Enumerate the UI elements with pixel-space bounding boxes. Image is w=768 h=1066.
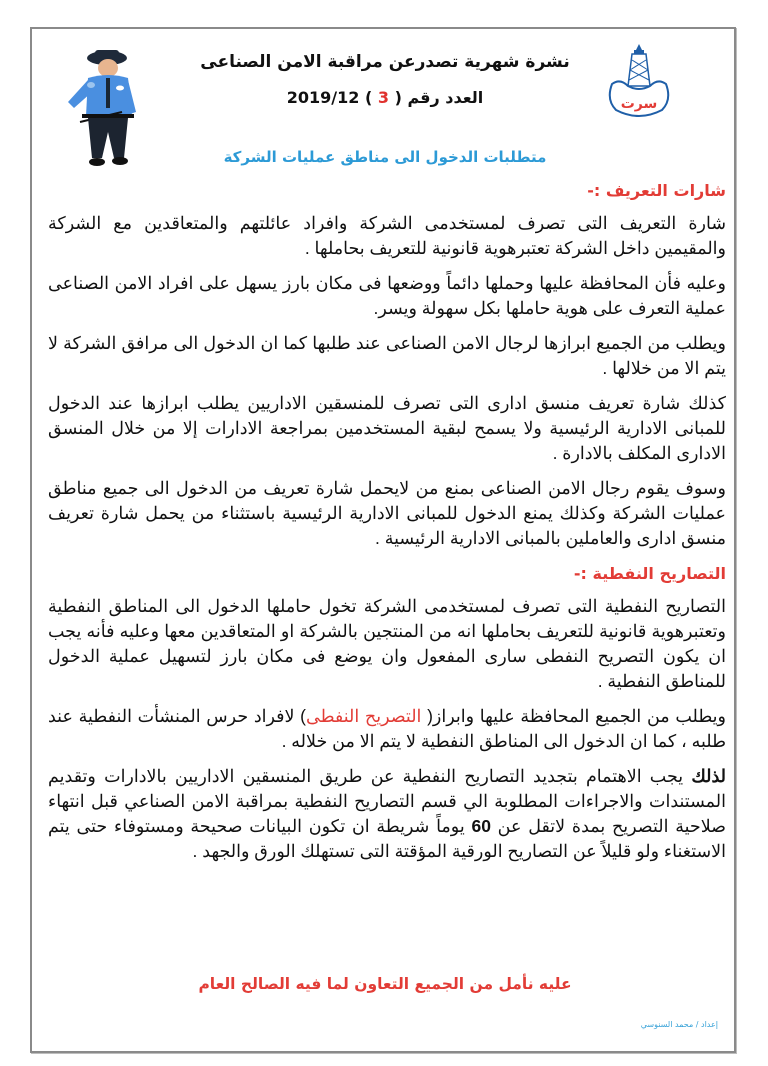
issue-suffix: ) 2019/12: [286, 88, 373, 107]
paragraph: وسوف يقوم رجال الامن الصناعى بمنع من لايحمل شارة تعريف من الدخول الى جميع مناطق عمليات الشركة وكذلك يمنع الدخول للمبانى الادارية الرئيسية باستثناء من يحمل شارة تعريف منسق ادارى والعاملين بالمبانى الادارية الرئيسية .: [48, 478, 726, 548]
paragraph: ويطلب من الجميع ابرازها لرجال الامن الصناعى عند طلبها كما ان الدخول الى مرافق الشركة لا يتم الا من خلالها .: [48, 333, 726, 378]
document-subtitle: متطلبات الدخول الى مناطق عمليات الشركة: [223, 148, 547, 166]
days-number: 60: [471, 816, 491, 836]
paragraph: كذلك شارة تعريف منسق ادارى التى تصرف للمنسقين الاداريين يطلب ابرازها عند الدخول للمبانى الادارية الرئيسية ولا يسمح لبقية المستخدمين بمراجعة الادارات إلا من خلال المنسق الادارى المكلف بالادارة .: [48, 393, 726, 463]
closing-statement: عليه نأمل من الجميع التعاون لما فيه الصالح العام: [198, 975, 572, 993]
paragraph-text: يوماً شريطة ان تكون البيانات صحيحة ومستوفاء حتى يتم الاستغناء ولو قليلاً عن التصاريح الورقية المؤقتة التى تستهلك الورق والجهد .: [48, 816, 726, 861]
emphasis-word: لذلك: [691, 766, 726, 786]
logo-text: سرت: [620, 96, 658, 112]
security-guard-illustration: [62, 40, 152, 175]
issue-number: 3: [377, 88, 389, 107]
section-heading-permits: التصاريح النفطية :-: [573, 564, 726, 583]
paragraph-text: ويطلب من الجميع المحافظة عليها وابراز(: [421, 706, 726, 726]
section-heading-badges: شارات التعريف :-: [587, 181, 726, 200]
paragraph-text: يجب الاهتمام بتجديد التصاريح النفطية عن طريق المنسقين الاداريين بالادارات وتقديم المستندات والاجراءات المطلوبة الي قسم التصاريح النفطية بمراقبة الامن الصناعي قبل انتهاء صلاحية التصريح بمدة لاتقل عن: [48, 766, 726, 836]
highlighted-term: التصريح النفطى: [305, 706, 422, 726]
document-body: [48, 176, 726, 874]
paragraph-text: ) لافراد حرس المنشأت النفطية عند طلبه ، كما ان الدخول الى المناطق النفطية لا يتم الا من خلاله .: [48, 706, 726, 751]
author-signature: إعداد / محمد السنوسي: [640, 1020, 718, 1029]
issue-line: [190, 88, 580, 107]
paragraph: [48, 704, 726, 754]
paragraph: وعليه فأن المحافظة عليها وحملها دائماً ووضعها فى مكان بارز يسهل على افراد الامن الصناعى عملية التعرف على هوية حاملها بكل سهولة ويسر.: [48, 273, 726, 318]
paragraph: التصاريح النفطية التى تصرف لمستخدمى الشركة تخول حاملها الدخول الى المناطق النفطية وتعتبرهوية قانونية للتعريف بحاملها انه من المنتجين بالشركة او المتعاقدين معها وعليه فأنه يجب ان يكون التصريح النفطى سارى المفعول وان يوضع فى مكان بارز لتسهيل عملية الدخول للمناطق النفطية .: [48, 596, 726, 691]
paragraph: شارة التعريف التى تصرف لمستخدمى الشركة وافراد عائلتهم والمتعاقدين مع الشركة والمقيمين داخل الشركة تعتبرهوية قانونية للتعريف بحاملها .: [48, 213, 726, 258]
newsletter-title: نشرة شهرية تصدرعن مراقبة الامن الصناعى: [200, 52, 570, 72]
issue-prefix: العدد رقم (: [394, 88, 484, 107]
paragraph: [48, 764, 726, 864]
sirte-company-logo: [604, 40, 674, 120]
